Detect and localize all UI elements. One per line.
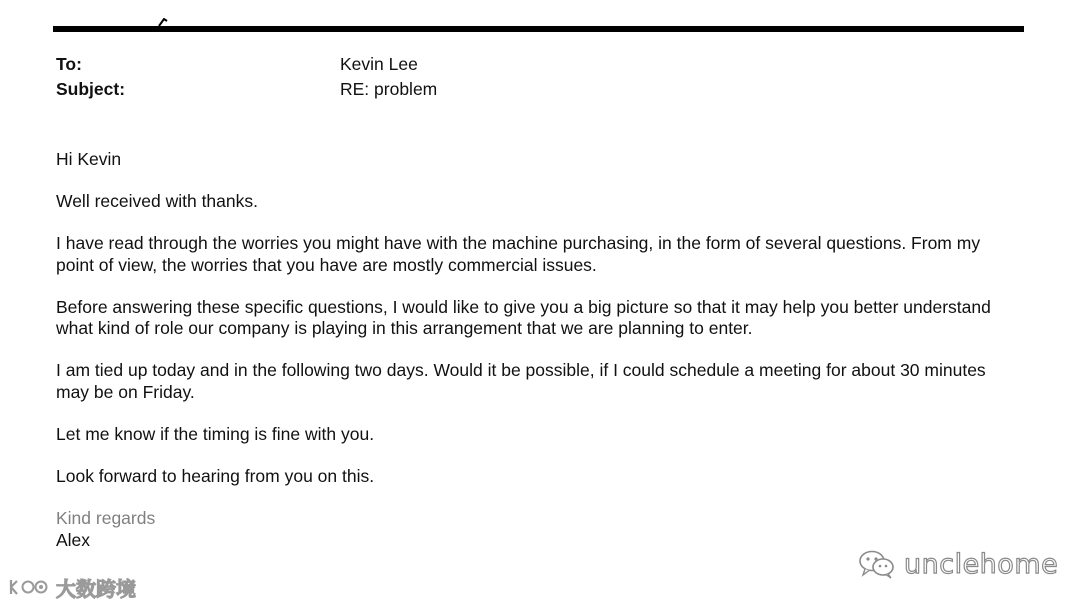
- watermark-unclehome: [858, 546, 1058, 582]
- subject-value: RE: problem: [340, 79, 438, 99]
- body-paragraph: Look forward to hearing from you on this.: [56, 465, 375, 486]
- watermark-left-text: 大数跨境: [56, 576, 136, 601]
- signature: Alex: [56, 530, 91, 550]
- body-paragraph: I am tied up today and in the following two days. Would it be possible, if I could schedule a meeting for about 30 minutes may be on Friday.: [56, 360, 986, 402]
- email-body: [56, 149, 1016, 552]
- body-paragraph: Let me know if the timing is fine with you.: [56, 423, 375, 444]
- watermark-right-text: unclehome: [904, 548, 1059, 580]
- body-paragraph: Well received with thanks.: [56, 191, 258, 211]
- to-value: Kevin Lee: [340, 54, 418, 74]
- watermark-dashu: [8, 574, 136, 600]
- to-label: To:: [56, 54, 82, 74]
- brand-logo-icon: [8, 576, 50, 598]
- body-paragraph: I have read through the worries you might have with the machine purchasing, in the form of several questions. From my point of view, the worries that you have are mostly commercial issues.: [56, 233, 981, 275]
- scan-mark: [158, 18, 168, 26]
- greeting: Hi Kevin: [56, 149, 122, 169]
- wechat-icon: [858, 549, 896, 579]
- header-rule: [53, 26, 1024, 32]
- body-paragraph: Before answering these specific questions, I would like to give you a big picture so that it may help you better understand what kind of role our company is playing in this arrangement that we are planning to enter.: [56, 296, 991, 338]
- subject-label: Subject:: [56, 79, 126, 99]
- closing: Kind regards: [56, 507, 156, 528]
